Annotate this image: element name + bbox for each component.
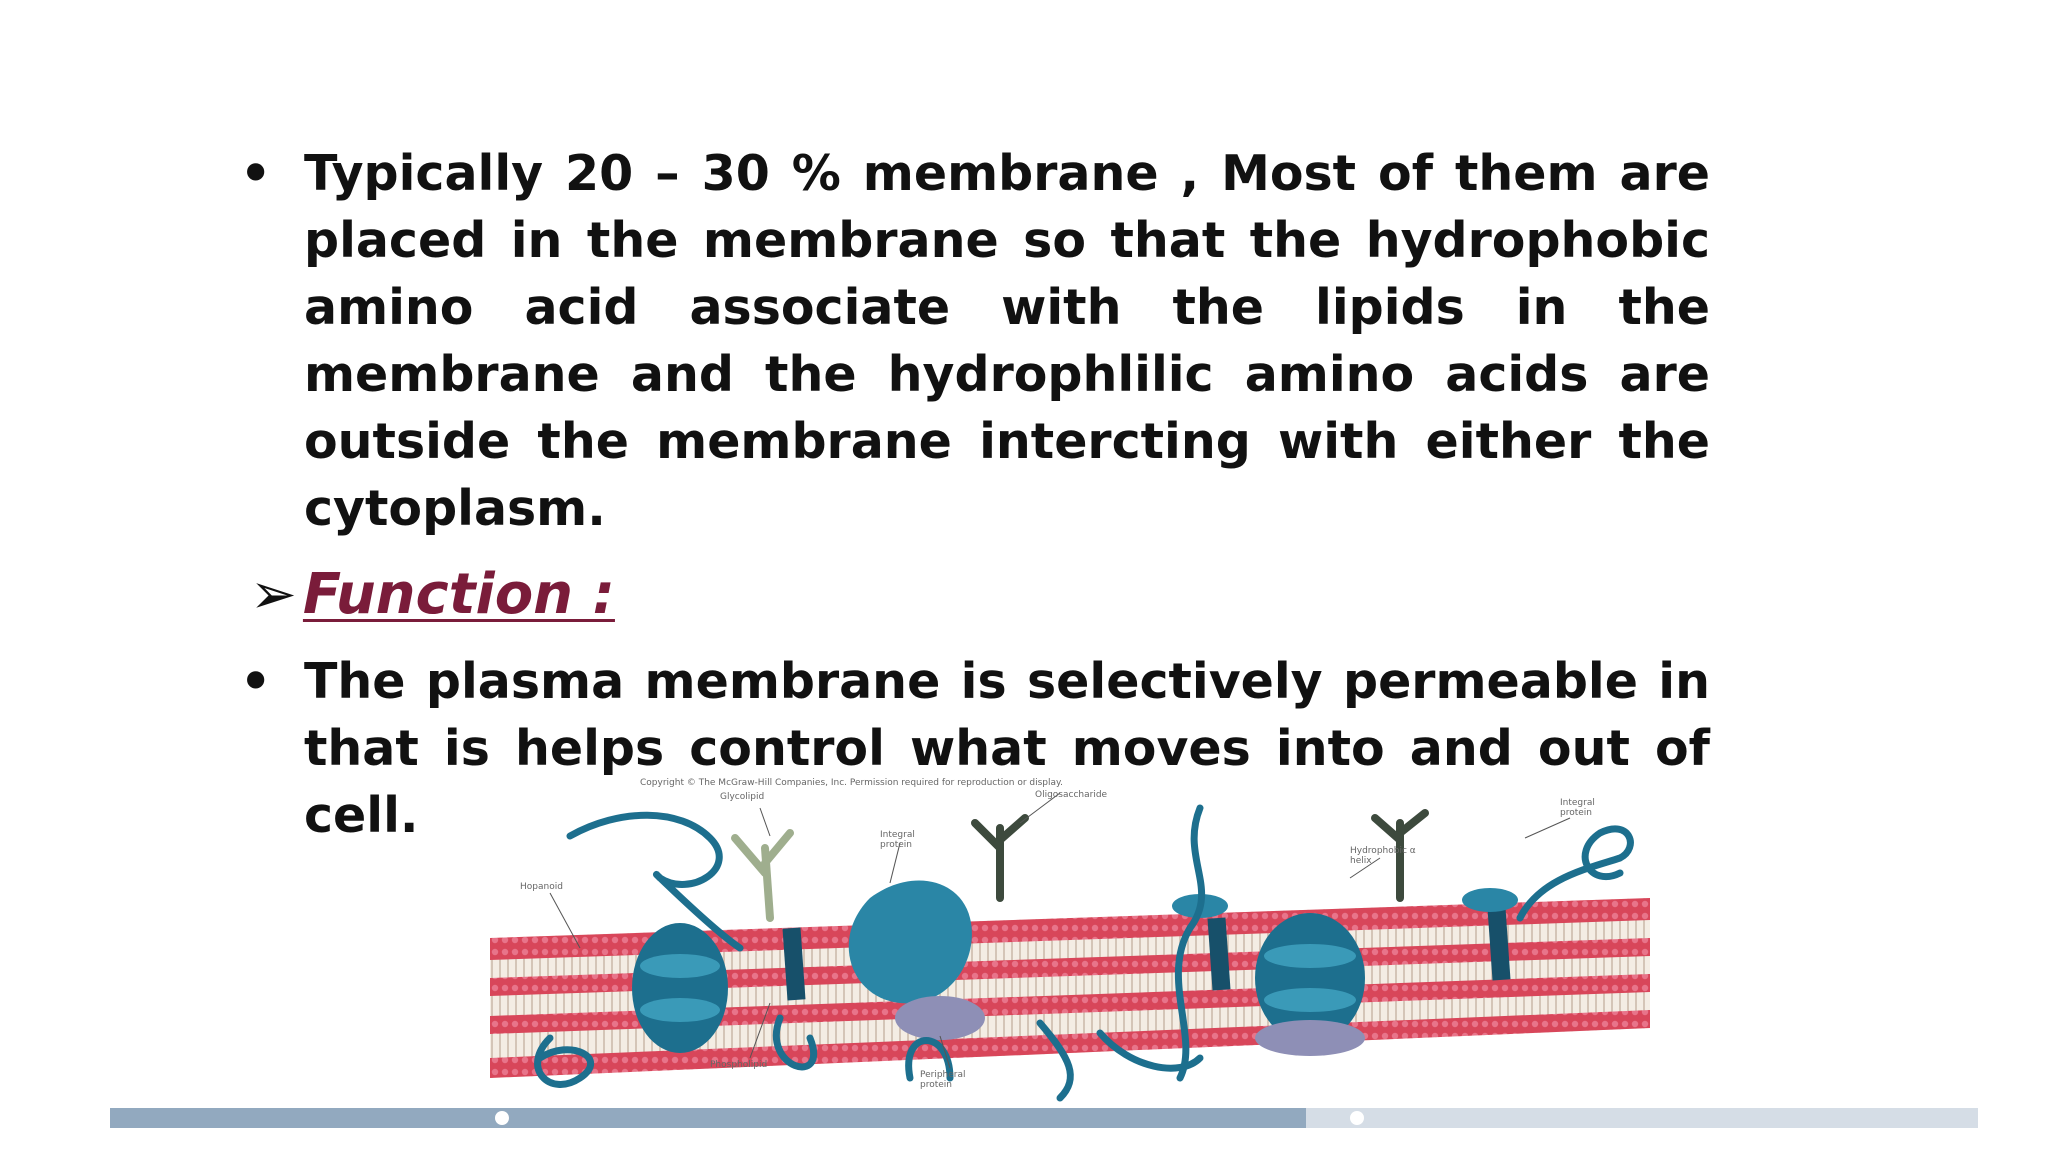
bullet-symbol: • xyxy=(240,145,272,202)
arrow-bullet-icon: ➢ xyxy=(250,562,297,627)
membrane-illustration xyxy=(480,778,1660,1108)
bullet-1-text: Typically 20 – 30 % membrane , Most of them are placed in the membrane so that the hydrophobic amino acid associate with the lipids in the membrane and the hydrophlilic amino acids are outside the membrane intercting with either the cytoplasm. xyxy=(304,145,1710,537)
bullet-2-text: The plasma membrane is selectively permeable in that is helps control what moves into and out of cell. xyxy=(304,653,1710,844)
figure-copyright: Copyright © The McGraw-Hill Companies, Inc. Permission required for reproduction or display. xyxy=(640,778,1063,788)
progress-fill xyxy=(110,1108,1306,1128)
label-phospholipid: Phospholipid xyxy=(710,1060,768,1070)
function-heading xyxy=(250,562,615,627)
integral-protein-right xyxy=(1255,913,1365,1056)
playback-progress-bar[interactable] xyxy=(110,1108,1978,1128)
label-integral-protein-right: Integral protein xyxy=(1560,798,1595,818)
glycolipid-chain xyxy=(735,833,790,918)
membrane-diagram xyxy=(480,778,1660,1108)
label-hydrophobic-helix: Hydrophobic α helix xyxy=(1350,846,1416,866)
integral-protein-left xyxy=(632,923,728,1053)
label-hopanoid: Hopanoid xyxy=(520,882,563,892)
label-peripheral-protein: Peripheral protein xyxy=(920,1070,966,1090)
function-heading-label: Function : xyxy=(302,562,615,627)
label-integral-protein: Integral protein xyxy=(880,830,915,850)
label-oligosaccharide: Oligosaccharide xyxy=(1035,790,1108,800)
bullet-symbol: • xyxy=(240,653,272,710)
label-glycolipid: Glycolipid xyxy=(720,792,765,802)
progress-handle[interactable] xyxy=(1350,1111,1364,1125)
bullet-paragraph-1 xyxy=(240,140,1710,540)
